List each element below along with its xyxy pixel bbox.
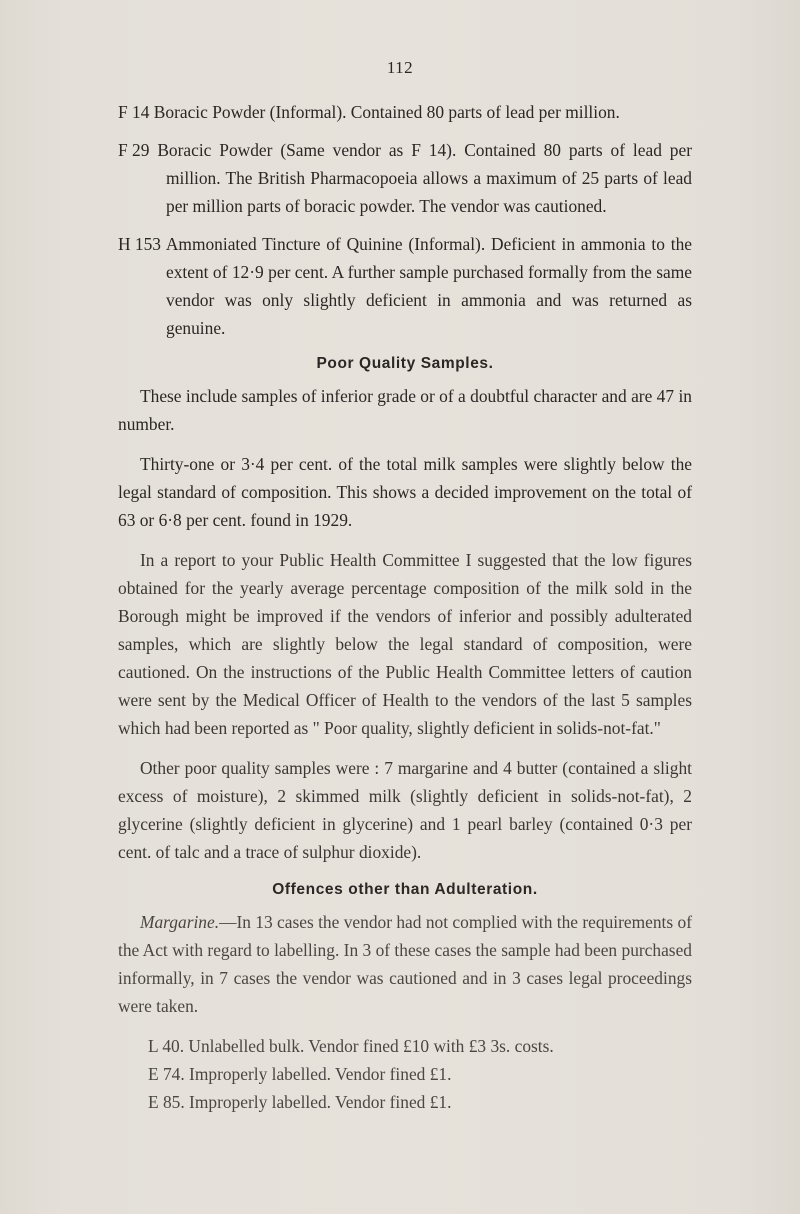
paragraph: Thirty-one or 3·4 per cent. of the total milk samples were slightly below the legal standard of composition. This shows a decided improvement on the total of 63 or 6·8 per cent. found in 1929. [118,454,692,530]
paragraph: Other poor quality samples were : 7 margarine and 4 butter (contained a slight excess of moisture), 2 skimmed milk (slightly deficient in solids-not-fat), 2 glycerine (slightly deficient in glycerine) and 1 pearl barley (contained 0·3 per cent. of talc and a trace of sulphur dioxide). [118,758,692,862]
list-item: E 74. Improperly labelled. Vendor fined £1. [148,1064,452,1084]
case-list [118,1032,692,1116]
paragraph-margarine [118,908,692,1020]
sample-entry [118,136,692,220]
margarine-label: Margarine. [140,912,220,932]
page-number: 112 [386,58,414,77]
sample-description: Ammoniated Tincture of Quinine (Informal). Deficient in ammonia to the extent of 12·9 per cent. A further sample purchased formally from the same vendor was only slightly deficient in ammonia and was returned as genuine. [165,234,692,338]
sample-code: H 153 [118,234,161,254]
margarine-text: —In 13 cases the vendor had not complied with the requirements of the Act with regard to labelling. In 3 of these cases the sample had been purchased informally, in 7 cases the vendor was cautioned and in 3 cases legal proceedings were taken. [118,912,692,1016]
section-heading-offences: Offences other than Adulteration. [272,881,538,898]
page-content [118,98,692,1116]
sample-description: Boracic Powder (Informal). Contained 80 parts of lead per million. [153,102,620,122]
section-heading-poor-quality: Poor Quality Samples. [316,355,494,372]
sample-entry [118,98,692,126]
list-item: E 85. Improperly labelled. Vendor fined £1. [148,1092,452,1112]
sample-description: Boracic Powder (Same vendor as F 14). Contained 80 parts of lead per million. The British Pharmacopoeia allows a maximum of 25 parts of lead per million parts of boracic powder. The vendor was cautioned. [157,140,692,216]
sample-code: F 14 [118,102,150,122]
paragraph: These include samples of inferior grade or of a doubtful character and are 47 in number. [118,386,692,434]
paragraph: In a report to your Public Health Committee I suggested that the low figures obtained for the yearly average percentage composition of the milk sold in the Borough might be improved if the vendors of inferior and possibly adulterated samples, which are slightly below the legal standard of composition, were cautioned. On the instructions of the Public Health Committee letters of caution were sent by the Medical Officer of Health to the vendors of the last 5 samples which had been reported as " Poor quality, slightly deficient in solids-not-fat." [118,550,692,738]
sample-entry [118,230,692,342]
list-item: L 40. Unlabelled bulk. Vendor fined £10 with £3 3s. costs. [148,1036,554,1056]
sample-code: F 29 [118,140,150,160]
